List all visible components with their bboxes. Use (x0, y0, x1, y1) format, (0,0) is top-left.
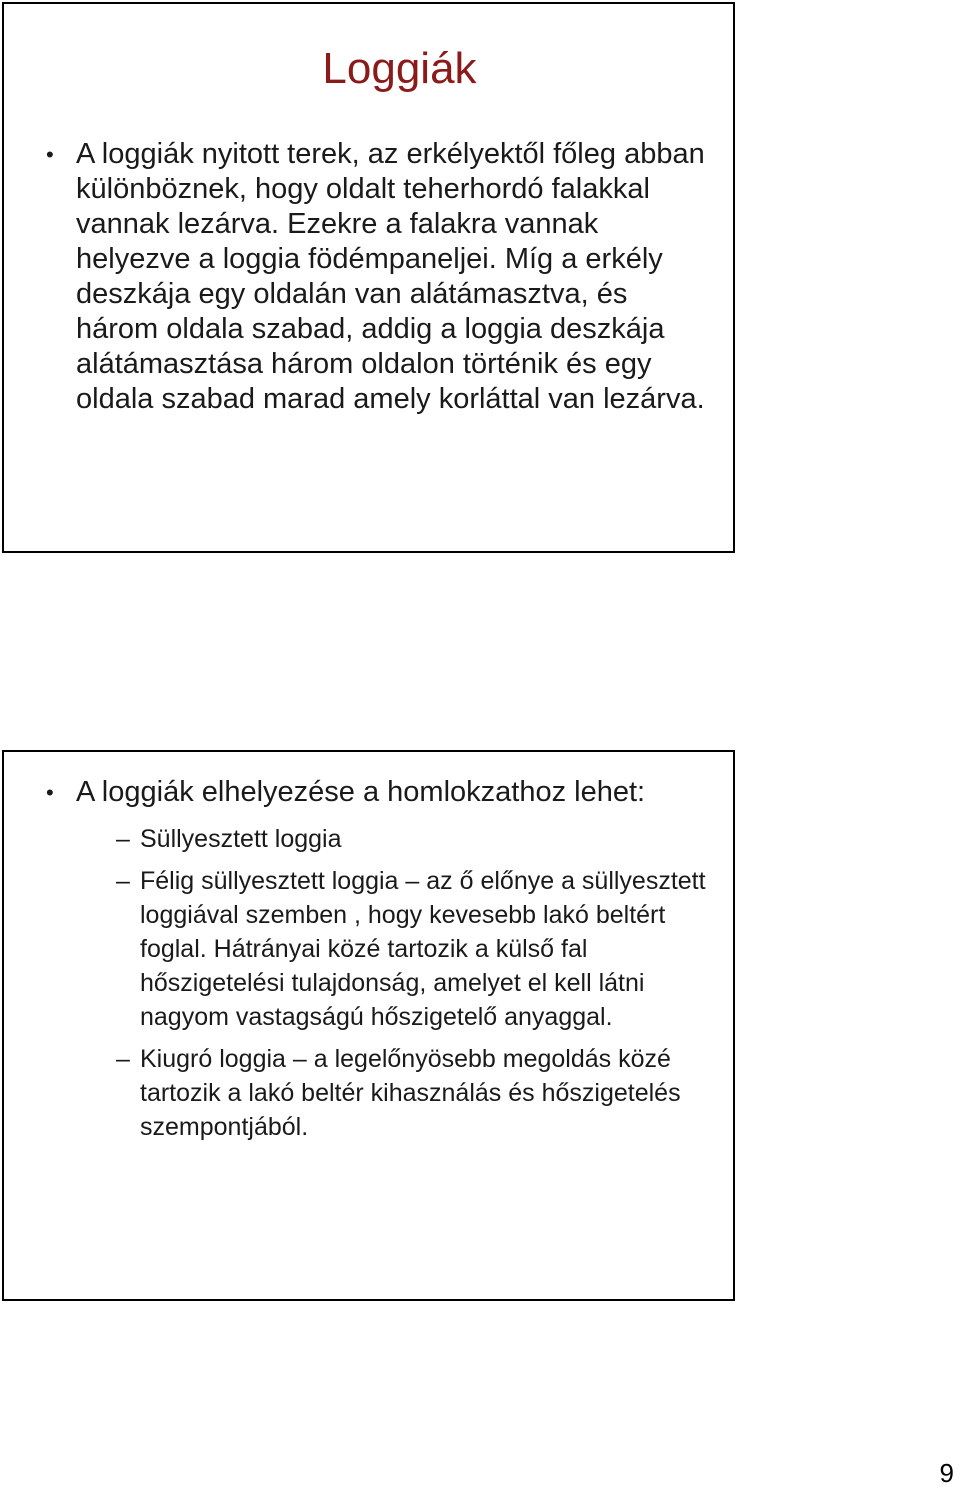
sub-item-text: Félig süllyesztett loggia – az ő előnye a süllyesztett loggiával szemben , hogy kevesebb lakó beltért foglal. Hátrányai közé tartozik a külső fal hőszigetelési tulajdonság, amelyet el kell látni nagyom vastagságú hőszigetelő anyaggal. (140, 867, 706, 1031)
bullet-list (44, 775, 714, 1152)
sub-item-marker: – (116, 1045, 130, 1073)
sub-item (76, 822, 714, 856)
sub-item (76, 1042, 714, 1144)
bullet-item (44, 137, 714, 417)
bullet-list (44, 137, 714, 417)
slide-2 (2, 750, 735, 1301)
bullet-marker: • (46, 142, 54, 167)
sub-item-text: Kiugró loggia – a legelőnyösebb megoldás közé tartozik a lakó beltér kihasználás és hőszigetelés szempontjából. (140, 1045, 681, 1141)
bullet-text: A loggiák nyitott terek, az erkélyektől főleg abban különböznek, hogy oldalt teherhordó falakkal vannak lezárva. Ezekre a falakra vannak helyezve a loggia födémpaneljei. Míg a erkély deszkája egy oldalán van alátámasztva, és három oldala szabad, addig a loggia deszkája alátámasztása három oldalon történik és egy oldala szabad marad amely korláttal van lezárva. (76, 138, 705, 415)
page-number: 9 (939, 1458, 954, 1488)
bullet-item (44, 775, 714, 1144)
sub-item-marker: – (116, 867, 130, 895)
sub-item (76, 864, 714, 1034)
slide-title: Loggiák (322, 44, 477, 93)
slide-1 (2, 2, 735, 553)
sub-item-marker: – (116, 825, 130, 853)
bullet-text: A loggiák elhelyezése a homlokzathoz lehet: (76, 776, 646, 808)
sub-item-text: Süllyesztett loggia (140, 825, 342, 853)
bullet-marker: • (46, 780, 54, 805)
sub-list (76, 822, 714, 1144)
